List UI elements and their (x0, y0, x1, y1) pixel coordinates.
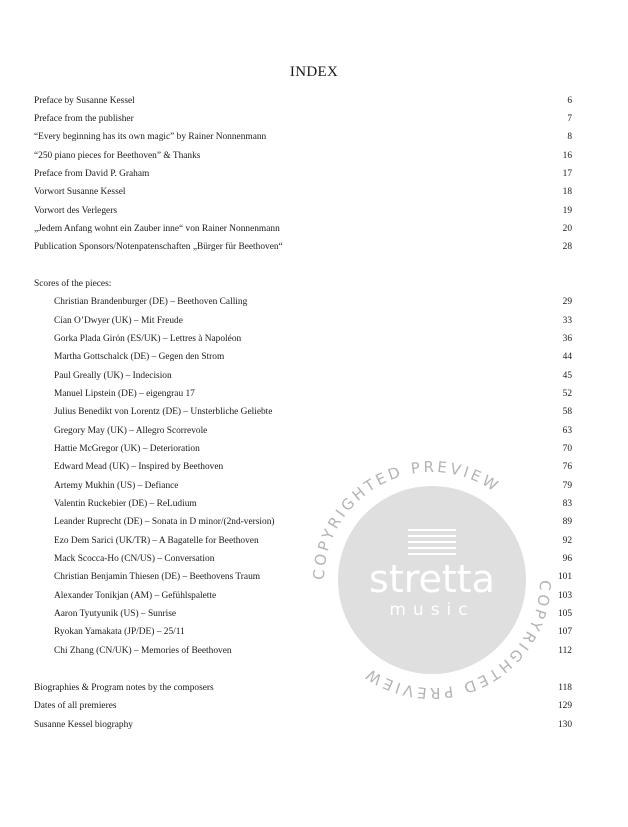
entry-page: 70 (562, 444, 572, 454)
toc-entry[interactable] (34, 718, 572, 732)
entry-page: 96 (562, 554, 572, 564)
entry-page: 101 (557, 572, 572, 582)
entry-label: Susanne Kessel biography (34, 720, 133, 730)
entry-page: 45 (562, 371, 572, 381)
entry-label: Ezo Dem Sarici (UK/TR) – A Bagatelle for Beethoven (54, 536, 259, 546)
toc-entry[interactable] (34, 185, 572, 199)
entry-label: Preface from David P. Graham (34, 169, 150, 179)
entry-label: “250 piano pieces for Beethoven” & Thanks (34, 151, 201, 161)
entry-label: Preface by Susanne Kessel (34, 96, 135, 106)
watermark-graphic (307, 455, 557, 705)
entry-page: 130 (557, 720, 572, 730)
toc-entry[interactable] (34, 94, 572, 108)
toc-entry[interactable] (34, 222, 572, 236)
entry-page: 19 (562, 206, 572, 216)
entry-page: 103 (557, 591, 572, 601)
entry-label: Biographies & Program notes by the composers (34, 683, 214, 693)
entry-page: 44 (562, 352, 572, 362)
entry-label: Martha Gottschalck (DE) – Gegen den Strom (54, 352, 225, 362)
watermark-ring-text: COPYRIGHTED PREVIEW (309, 457, 504, 581)
entry-label: Aaron Tyutyunik (US) – Sunrise (54, 609, 177, 619)
toc-entry[interactable] (34, 149, 572, 163)
entry-label: Gregory May (UK) – Allegro Scorrevole (54, 426, 208, 436)
entry-label: Mack Scocca-Ho (CN/US) – Conversation (54, 554, 215, 564)
entry-page: 107 (557, 627, 572, 637)
entry-label: Alexander Tonikjan (AM) – Gefühlspalette (54, 591, 217, 601)
entry-label: Valentin Ruckebier (DE) – ReLudium (54, 499, 197, 509)
entry-label: Manuel Lipstein (DE) – eigengrau 17 (54, 389, 195, 399)
entry-page: 79 (562, 481, 572, 491)
entry-label: Vorwort des Verlegers (34, 206, 117, 216)
toc-entry[interactable] (34, 350, 572, 364)
toc-entry[interactable] (34, 167, 572, 181)
watermark-sub: music (389, 600, 475, 620)
entry-page: 105 (557, 609, 572, 619)
entry-page: 29 (562, 297, 572, 307)
entry-page: 7 (567, 114, 572, 124)
entry-page: 83 (562, 499, 572, 509)
toc-entry[interactable] (34, 314, 572, 328)
entry-label: Hattie McGregor (UK) – Deterioration (54, 444, 200, 454)
entry-label: Ryokan Yamakata (JP/DE) – 25/11 (54, 627, 185, 637)
entry-label: Artemy Mukhin (US) – Defiance (54, 481, 179, 491)
entry-page: 63 (562, 426, 572, 436)
entry-page: 52 (562, 389, 572, 399)
entry-label: Dates of all premieres (34, 701, 117, 711)
entry-page: 92 (562, 536, 572, 546)
toc-entry[interactable] (34, 204, 572, 218)
entry-label: „Jedem Anfang wohnt ein Zauber inne“ von Rainer Nonnenmann (34, 224, 280, 234)
entry-label: Chi Zhang (CN/UK) – Memories of Beethoven (54, 646, 232, 656)
entry-page: 6 (567, 96, 572, 106)
entry-label: Christian Benjamin Thiesen (DE) – Beethovens Traum (54, 572, 261, 582)
entry-page: 76 (562, 462, 572, 472)
toc-entry[interactable] (34, 442, 572, 456)
toc-entry[interactable] (34, 295, 572, 309)
watermark-brand: stretta (369, 557, 495, 601)
entry-label: “Every beginning has its own magic” by Rainer Nonnenmann (34, 132, 267, 142)
entry-page: 89 (562, 517, 572, 527)
toc-entry[interactable] (34, 369, 572, 383)
entry-page: 18 (562, 187, 572, 197)
entry-label: Christian Brandenburger (DE) – Beethoven Calling (54, 297, 248, 307)
toc-entry[interactable] (34, 424, 572, 438)
scores-heading: Scores of the pieces: (34, 279, 112, 289)
entry-label: Preface from the publisher (34, 114, 134, 124)
entry-page: 28 (562, 242, 572, 252)
toc-entry[interactable] (34, 405, 572, 419)
entry-page: 36 (562, 334, 572, 344)
entry-label: Paul Greally (UK) – Indecision (54, 371, 172, 381)
toc-entry[interactable] (34, 130, 572, 144)
toc-entry[interactable] (34, 240, 572, 254)
toc-entry[interactable] (34, 387, 572, 401)
entry-page: 8 (567, 132, 572, 142)
toc-entry[interactable] (34, 332, 572, 346)
entry-label: Cian O’Dwyer (UK) – Mit Freude (54, 316, 183, 326)
entry-label: Leander Ruprecht (DE) – Sonata in D minor/(2nd-version) (54, 517, 275, 527)
entry-page: 118 (558, 683, 572, 693)
entry-label: Edward Mead (UK) – Inspired by Beethoven (54, 462, 224, 472)
entry-label: Vorwort Susanne Kessel (34, 187, 126, 197)
watermark-ring-text-2: COPYRIGHTED PREVIEW (360, 579, 555, 703)
entry-page: 58 (562, 407, 572, 417)
entry-label: Julius Benedikt von Lorentz (DE) – Unsterbliche Geliebte (54, 407, 273, 417)
entry-page: 20 (562, 224, 572, 234)
entry-page: 129 (557, 701, 572, 711)
entry-page: 17 (562, 169, 572, 179)
entry-page: 16 (562, 151, 572, 161)
page-title: INDEX (289, 64, 339, 80)
toc-entry[interactable] (34, 112, 572, 126)
entry-page: 112 (558, 646, 572, 656)
watermark-seal (307, 455, 557, 705)
entry-label: Gorka Plada Girón (ES/UK) – Lettres à Napoléon (54, 334, 242, 344)
entry-page: 33 (562, 316, 572, 326)
entry-label: Publication Sponsors/Notenpatenschaften „Bürger für Beethoven“ (34, 242, 283, 252)
